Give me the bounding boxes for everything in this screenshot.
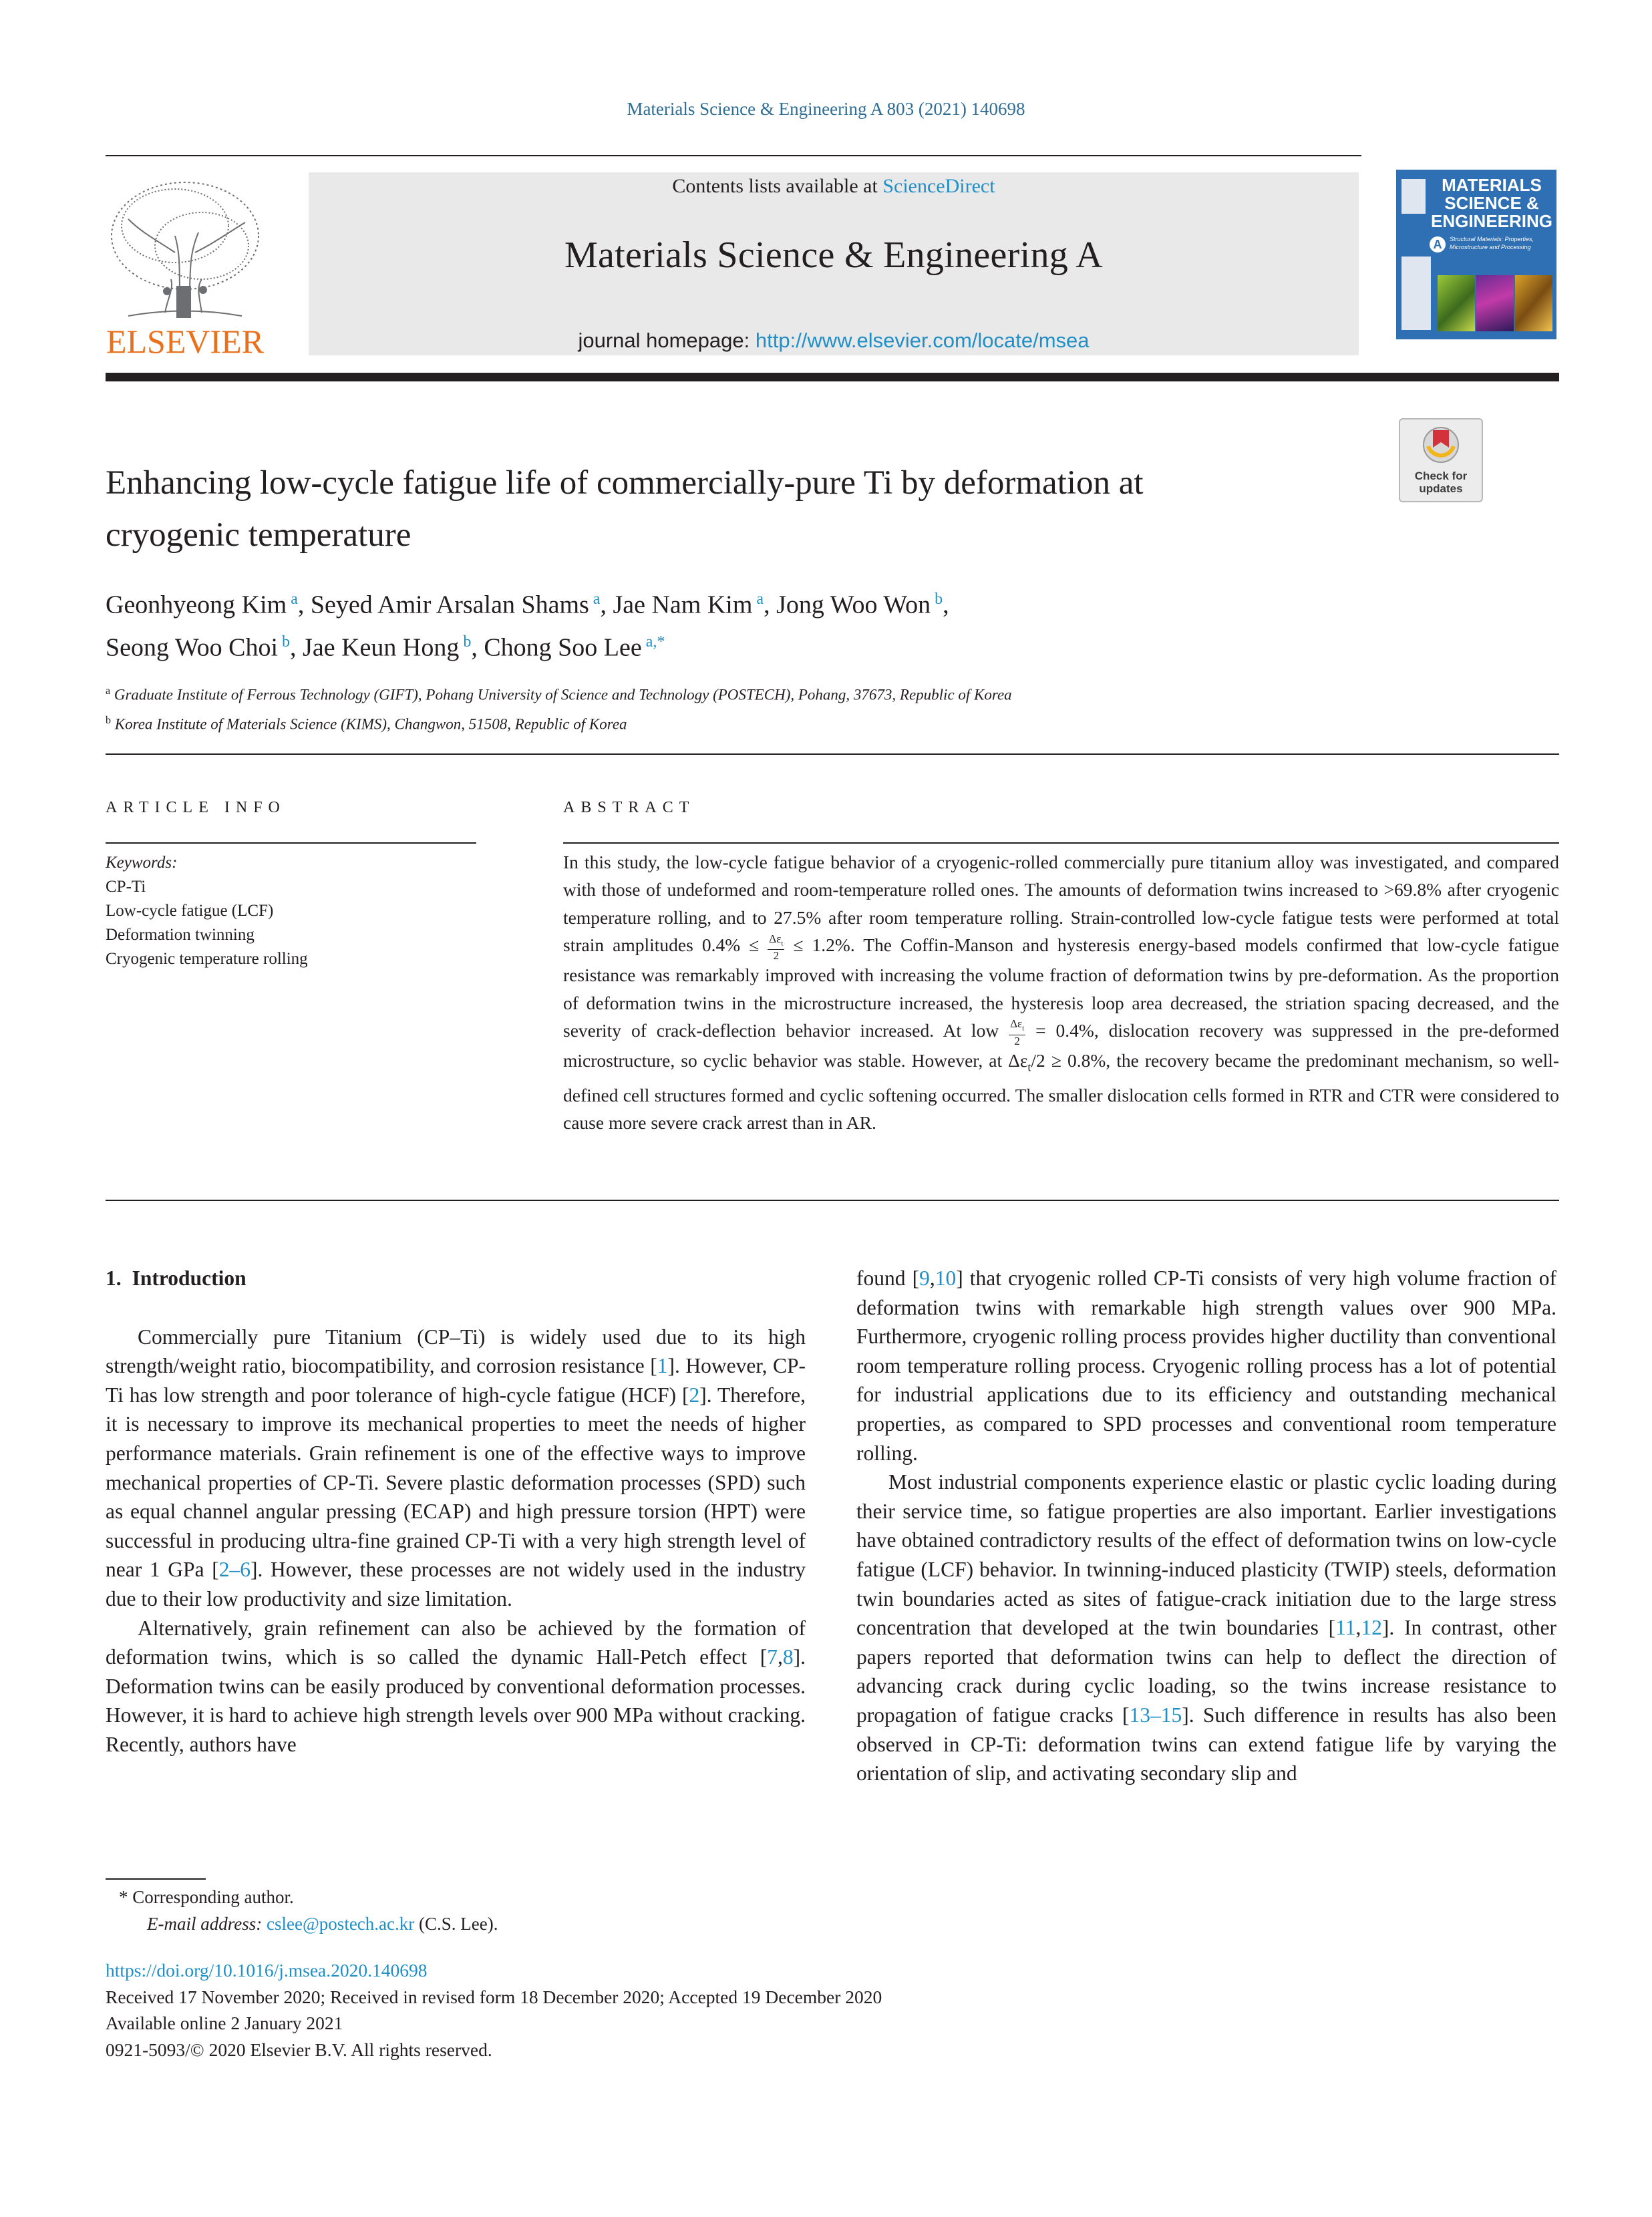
fraction-numerator: Δε (1010, 1017, 1023, 1031)
author-name[interactable]: Seong Woo Choi (106, 633, 279, 662)
citation-link[interactable]: 8 (782, 1645, 794, 1669)
publication-info (106, 1957, 882, 2063)
author-affiliation-key[interactable]: a (287, 590, 298, 608)
article-info-heading: ARTICLE INFO (106, 799, 286, 816)
keyword: Cryogenic temperature rolling (106, 950, 308, 968)
article-title-line-2: cryogenic temperature (106, 516, 411, 554)
author-affiliation-key[interactable]: a (589, 590, 601, 608)
author-separator: , (471, 633, 484, 662)
author-affiliation-key[interactable]: b (278, 633, 291, 651)
author-name[interactable]: Geonhyeong Kim (106, 590, 287, 619)
section-title: Introduction (132, 1266, 246, 1290)
citation-link[interactable]: 9 (919, 1266, 930, 1290)
abstract-part: /2 ≥ 0.8%, the recovery became the predominant mechanism, so well-defined cell structures formed and cyclic softening occurred. The smaller dislocation cells formed in RTR and CTR were considered to cause more severe crack arrest than in AR. (563, 1049, 1560, 1134)
homepage-prefix: journal homepage: (578, 329, 756, 352)
citation-link[interactable]: 13–15 (1129, 1703, 1182, 1727)
email-link[interactable]: cslee@postech.ac.kr (266, 1914, 415, 1934)
author-separator: , (600, 590, 613, 619)
cover-subtitle: Structural Materials: Properties, Microstructure and Processing (1450, 236, 1534, 250)
paragraph-text: ]. In contrast, other papers reported that deformation twins can help to deflect the direction of advancing crack during cyclic loading, so the twins increase resistance to propagation of fatigue cracks [ (856, 1616, 1556, 1727)
author-name[interactable]: Jae Nam Kim (613, 590, 753, 619)
keyword: Low-cycle fatigue (LCF) (106, 902, 274, 920)
section-number: 1. (106, 1266, 122, 1290)
cover-editorial-board (1401, 257, 1431, 330)
crossmark-line-2: updates (1419, 482, 1463, 495)
footnote-marker: * (119, 1887, 128, 1907)
fraction-denominator: 2 (773, 949, 780, 963)
author-line-1 (106, 581, 1388, 624)
paragraph-text: , (929, 1266, 935, 1290)
affiliations (106, 679, 1388, 737)
body-column-right (856, 1264, 1556, 1788)
affiliation-key: a (106, 685, 111, 697)
publication-dates: Received 17 November 2020; Received in revised form 18 December 2020; Accepted 19 December 2020 (106, 1986, 882, 2007)
citation-link[interactable]: 11 (1335, 1616, 1356, 1640)
keyword: CP-Ti (106, 878, 146, 896)
cover-title-line-3: ENGINEERING (1430, 211, 1553, 231)
author-list (106, 581, 1388, 666)
author-separator: , (764, 590, 777, 619)
check-for-updates-badge[interactable] (1399, 418, 1483, 502)
abstract-part: In this study, the low-cycle fatigue behavior of a cryogenic-rolled commercially pure titanium alloy was investigated, and compared with those of undeformed and room-temperature rolled ones. The amounts of deformation twins increased to >69.8% after cryogenic temperature rolling, and to 27.5% after room temperature rolling. Strain-controlled low-cycle fatigue tests were performed at total strain amplitudes 0.4% ≤ (563, 852, 1559, 956)
email-suffix: (C.S. Lee). (414, 1914, 498, 1934)
affiliation-text: Korea Institute of Materials Science (KIMS), Changwon, 51508, Republic of Korea (114, 715, 627, 733)
abstract-rule (563, 842, 1559, 844)
paragraph-text: ]. Deformation twins can be easily produced by conventional deformation processes. However, it is hard to achieve high strength levels over 900 MPa without cracking. Recently, authors have (106, 1645, 806, 1756)
paragraph-text: , (778, 1645, 783, 1669)
fraction-delta-eps-t-over-2 (1009, 1018, 1025, 1046)
author-affiliation-key[interactable]: a (752, 590, 764, 608)
copyright: 0921-5093/© 2020 Elsevier B.V. All rights reserved. (106, 2039, 492, 2060)
keywords-label: Keywords: (106, 854, 178, 872)
fraction-delta-eps-t-over-2 (768, 933, 784, 961)
corresponding-author-footnote (119, 1884, 498, 1937)
fraction-numerator: Δε (769, 932, 782, 945)
paragraph (856, 1264, 1556, 1468)
affiliation-text: Graduate Institute of Ferrous Technology (GIFT), Pohang University of Science and Technology (POSTECH), Pohang, 37673, Republic of Korea (114, 686, 1012, 703)
author-name[interactable]: Seyed Amir Arsalan Shams (310, 590, 589, 619)
contents-prefix: Contents lists available at (672, 175, 883, 197)
paragraph (106, 1323, 806, 1614)
author-name[interactable]: Chong Soo Lee (484, 633, 642, 662)
elsevier-tree-icon (102, 172, 269, 361)
available-online: Available online 2 January 2021 (106, 2013, 343, 2033)
citation-link[interactable]: 2–6 (218, 1558, 251, 1582)
article-title (106, 457, 1388, 561)
journal-cover-thumbnail[interactable] (1396, 156, 1556, 355)
paragraph-text: ]. However, CP-Ti has low strength and poor tolerance of high-cycle fatigue (HCF) [ (106, 1354, 806, 1407)
abstract-part: = 0.4%, dislocation recovery was suppressed in the pre-deformed microstructure, so cyclic behavior was stable. However, at Δε (563, 1019, 1560, 1071)
cover-title-line-1: MATERIALS (1442, 175, 1542, 195)
citation-link[interactable]: 10 (935, 1266, 957, 1290)
keyword: Deformation twinning (106, 926, 255, 944)
paragraph (106, 1614, 806, 1759)
journal-title: Materials Science & Engineering A (564, 234, 1104, 276)
masthead-rule (106, 373, 1559, 381)
cover-letter-badge: A (1430, 236, 1446, 252)
cover-image-1 (1438, 275, 1475, 331)
paragraph-text: Most industrial components experience elastic or plastic cyclic loading during their service time, so fatigue properties are also important. Earlier investigations have obtained contradictory results of the effect of deformation twins on low-cycle fatigue (LCF) behavior. In twinning-induced plasticity (TWIP) steels, deformation twin boundaries acted as sites of fatigue-crack initiation due to the large stress concentration that developed at the twin boundaries [ (856, 1470, 1556, 1640)
cover-image-2 (1476, 275, 1514, 331)
footnote-text: Corresponding author. (132, 1887, 294, 1907)
abstract-heading: ABSTRACT (563, 799, 695, 816)
paragraph-text: ]. Therefore, it is necessary to improve its mechanical properties to meet the needs of higher performance materials. Grain refinement is one of the effective ways to improve mechanical properties of CP-Ti. Severe plastic deformation processes (SPD) such as equal channel angular pressing (ECAP) and high pressure torsion (HPT) were successful in producing ultra-fine grained CP-Ti with a very high strength level of near 1 GPa [ (106, 1383, 806, 1582)
crossmark-icon (1400, 419, 1482, 466)
author-separator: , (297, 590, 311, 619)
author-affiliation-key[interactable]: b (459, 633, 472, 651)
author-separator: , (943, 590, 949, 619)
section-rule (106, 753, 1559, 755)
header-rule (106, 155, 1361, 156)
affiliation-a (106, 679, 1388, 708)
citation-link[interactable]: 1 (657, 1354, 668, 1378)
crossmark-line-1: Check for (1414, 470, 1468, 482)
author-name[interactable]: Jae Keun Hong (303, 633, 460, 662)
author-affiliation-key[interactable]: a,* (641, 633, 665, 651)
author-affiliation-key[interactable]: b (931, 590, 943, 608)
homepage-link[interactable]: http://www.elsevier.com/locate/msea (755, 329, 1090, 352)
article-title-line-1: Enhancing low-cycle fatigue life of commercially-pure Ti by deformation at (106, 464, 1144, 502)
paragraph-text: found [ (856, 1266, 920, 1290)
citation-link[interactable]: 2 (689, 1383, 700, 1407)
paragraph-text: ]. However, these processes are not widely used in the industry due to their low productivity and size limitation. (106, 1558, 806, 1610)
cover-image-3 (1515, 275, 1552, 331)
footnote-rule (106, 1878, 206, 1880)
author-line-2 (106, 624, 1388, 667)
sciencedirect-link[interactable]: ScienceDirect (882, 175, 995, 197)
elsevier-logo[interactable] (102, 172, 269, 361)
section-rule (106, 1200, 1559, 1201)
elsevier-wordmark: ELSEVIER (106, 323, 265, 360)
fraction-subscript: t (781, 939, 784, 948)
email-label: E-mail address: (147, 1914, 263, 1934)
paragraph-text: Commercially pure Titanium (CP–Ti) is widely used due to its high strength/weight ratio, biocompatibility, and corrosion resistance [ (106, 1325, 806, 1378)
fraction-subscript: t (1022, 1024, 1025, 1033)
body-column-left (106, 1264, 806, 1759)
homepage-line (309, 329, 1359, 353)
paragraph-text: ]. Such difference in results has also been observed in CP-Ti: deformation twins can extend fatigue life by varying the orientation of slip, and activating secondary slip and (856, 1703, 1556, 1785)
keywords-block (106, 851, 476, 971)
author-name[interactable]: Jong Woo Won (776, 590, 931, 619)
paragraph-text: ] that cryogenic rolled CP-Ti consists of very high volume fraction of deformation twins with remarkable high strength values over 900 MPa. Furthermore, cryogenic rolling process provides higher ductility than conventional room temperature rolling process. Cryogenic rolling process has a lot of potential for industrial applications due to its efficiency and outstanding mechanical properties, as compared to SPD processes and conventional room temperature rolling. (856, 1266, 1556, 1465)
citation-link[interactable]: 7 (767, 1645, 778, 1669)
abstract-text (563, 848, 1559, 1137)
fraction-denominator: 2 (1014, 1034, 1020, 1047)
citation-link[interactable]: 12 (1361, 1616, 1382, 1640)
affiliation-b (106, 708, 1388, 737)
abstract-subscript: t (1027, 1060, 1031, 1074)
doi-link[interactable]: https://doi.org/10.1016/j.msea.2020.140698 (106, 1960, 428, 1981)
article-info-rule (106, 842, 476, 844)
affiliation-key: b (106, 714, 111, 726)
paragraph-text: , (1355, 1616, 1361, 1640)
contents-line (309, 175, 1359, 198)
abstract-part: ≤ 1.2%. The Coffin-Manson and hysteresis energy-based models confirmed that low-cycle fatigue resistance was remarkably improved with increasing the volume fraction of deformation twins by pre-deformation. As the proportion of deformation twins in the microstructure increased, the hysteresis loop area decreased, the striation spacing decreased, and the severity of crack-deflection behavior increased. At low (563, 934, 1560, 1041)
running-head: Materials Science & Engineering A 803 (2021) 140698 (627, 99, 1025, 119)
paragraph (856, 1468, 1556, 1788)
author-separator: , (290, 633, 303, 662)
introduction-heading (106, 1264, 806, 1293)
cover-title-line-2: SCIENCE & (1444, 193, 1539, 213)
paragraph-text: Alternatively, grain refinement can also be achieved by the formation of deformation twins, which is so called the dynamic Hall-Petch effect [ (106, 1616, 806, 1669)
